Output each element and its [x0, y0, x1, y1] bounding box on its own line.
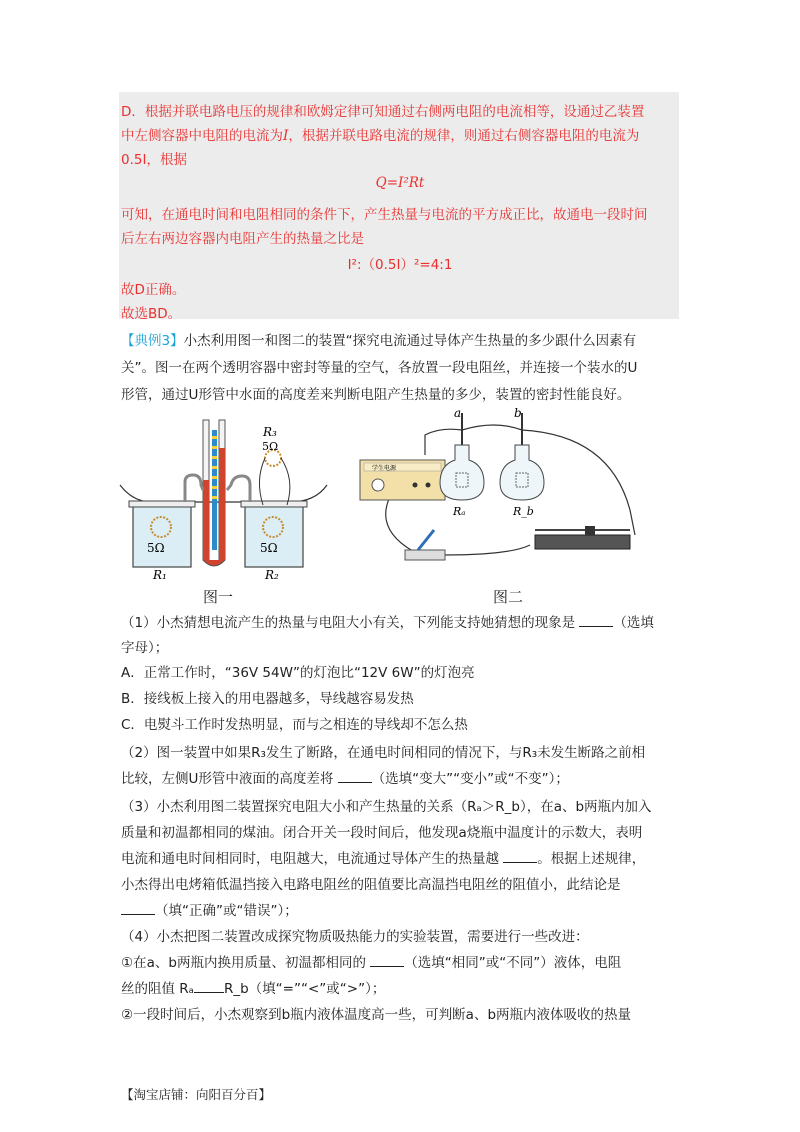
answer-line-5: 后左右两边容器内电阻产生的热量之比是: [121, 231, 364, 247]
question-4-line-2: ①在a、b两瓶内换用质量、初温都相同的 （选填“相同”或“不同”）液体，电阻: [121, 955, 622, 971]
example-line-2: 关”。图一在两个透明容器中密封等量的空气，各放置一段电阻丝，并连接一个装水的U: [121, 360, 638, 376]
question-3-line-1: （3）小杰利用图二装置探究电阻大小和产生热量的关系（Rₐ＞R_b），在a、b两瓶内加入: [121, 799, 652, 815]
r2-label: R₂: [265, 568, 279, 582]
right-air-tube: [227, 476, 250, 502]
answer-blank-2[interactable]: [338, 769, 372, 783]
question-1-line-2: 字母）；: [121, 640, 169, 656]
u-tube-right-water: [219, 448, 225, 560]
question-2-line-2: 比较，左侧U形管中液面的高度差将 （选填“变大”“变小”或“不变”）；: [121, 771, 569, 787]
shop-footer: 【淘宝店铺：向阳百分百】: [121, 1087, 272, 1102]
answer-blank-3[interactable]: [503, 849, 537, 863]
power-supply-label: 学生电源: [372, 465, 397, 472]
r3-label: R₃: [263, 425, 277, 439]
r3-wire-right: [281, 458, 290, 505]
answer-line-3: 0.5I，根据: [121, 152, 187, 168]
rheostat: [535, 535, 630, 549]
u-tube-left-water: [203, 480, 209, 560]
question-3-line-2: 质量和初温都相同的煤油。闭合开关一段时间后，他发现a烧瓶中温度计的示数大，表明: [121, 825, 643, 841]
figure-2-caption: 图二: [493, 588, 524, 606]
figure-1-caption: 图一: [203, 588, 234, 606]
heat-formula: Q=I²Rt: [375, 175, 425, 191]
switch-base: [405, 550, 445, 560]
option-b: B．接线板上接入的用电器越多，导线越容易发热: [121, 691, 414, 707]
heat-ratio: I²:（0.5I）²=4:1: [347, 257, 453, 273]
switch-knife: [418, 530, 434, 550]
example-line-1: 【典例3】小杰利用图一和图二的装置“探究电流通过导体产生热量的多少跟什么因素有: [121, 333, 637, 349]
flask-a-label: a: [454, 406, 462, 420]
answer-line-2: 中左侧容器中电阻的电流为I，根据并联电路电流的规律，则通过右侧容器电阻的电流为: [121, 128, 640, 144]
question-4-line-1: （4）小杰把图二装置改成探究物质吸热能力的实验装置，需要进行一些改进：: [121, 929, 589, 945]
answer-line-6: 故D正确。: [121, 282, 186, 298]
ra-label: Rₐ: [453, 505, 466, 518]
answer-blank-4[interactable]: [121, 901, 155, 915]
question-3-line-3: 电流和通电时间相同时，电阻越大，电流通过导体产生的热量越 。根据上述规律，: [121, 851, 646, 867]
option-a: A．正常工作时，“36V 54W”的灯泡比“12V 6W”的灯泡亮: [121, 665, 475, 681]
answer-line-7: 故选BD。: [121, 306, 182, 322]
answer-blank-6[interactable]: [194, 979, 224, 993]
rheostat-slider: [585, 526, 595, 535]
right-resistance-value: 5Ω: [260, 541, 278, 555]
left-air-tube: [185, 475, 203, 502]
option-c: C．电熨斗工作时发热明显，而与之相连的导线却不怎么热: [121, 717, 468, 733]
flask-b-label: b: [514, 406, 522, 420]
power-knob: [372, 479, 384, 491]
r1-label: R₁: [153, 568, 167, 582]
figure-2-diagram: [350, 405, 660, 580]
r3-resistance-value: 5Ω: [262, 440, 279, 453]
answer-blank-5[interactable]: [370, 953, 404, 967]
example-line-3: 形管，通过U形管中水面的高度差来判断电阻产生热量的多少，装置的密封性能良好。: [121, 387, 631, 403]
answer-line-1: D．根据并联电路电压的规律和欧姆定律可知通过右侧两电阻的电流相等，设通过乙装置: [121, 104, 645, 120]
wire-flask-a-b: [462, 425, 522, 430]
answer-line-4: 可知，在通电时间和电阻相同的条件下，产生热量与电流的平方成正比，故通电一段时间: [121, 207, 648, 223]
example-tag: 【典例3】: [121, 333, 184, 349]
question-3-line-5: （填“正确”或“错误”）；: [121, 899, 298, 919]
rb-label: R_b: [513, 505, 534, 518]
u-tube-bottom: [203, 560, 225, 566]
question-3-line-4: 小杰得出电烤箱低温挡接入电路电阻丝的阻值要比高温挡电阻丝的阻值小，此结论是: [121, 877, 621, 893]
wire-switch-rheostat: [445, 545, 530, 555]
question-4-line-3: 丝的阻值 Rₐ R_b（填“=”“<”或“>”）；: [121, 981, 386, 997]
question-4-line-4: ②一段时间后，小杰观察到b瓶内液体温度高一些，可判断a、b两瓶内液体吸收的热量: [121, 1007, 632, 1023]
left-resistance-value: 5Ω: [147, 541, 165, 555]
question-1-line-1: （1）小杰猜想电流产生的热量与电阻大小有关，下列能支持她猜想的现象是 （选填: [121, 615, 654, 631]
question-2-line-1: （2）图一装置中如果R₃发生了断路，在通电时间相同的情况下，与R₃未发生断路之前相: [121, 745, 646, 761]
figure-1-diagram: [115, 410, 335, 585]
r3-wire-left: [259, 458, 265, 505]
answer-blank-1[interactable]: [579, 613, 613, 627]
